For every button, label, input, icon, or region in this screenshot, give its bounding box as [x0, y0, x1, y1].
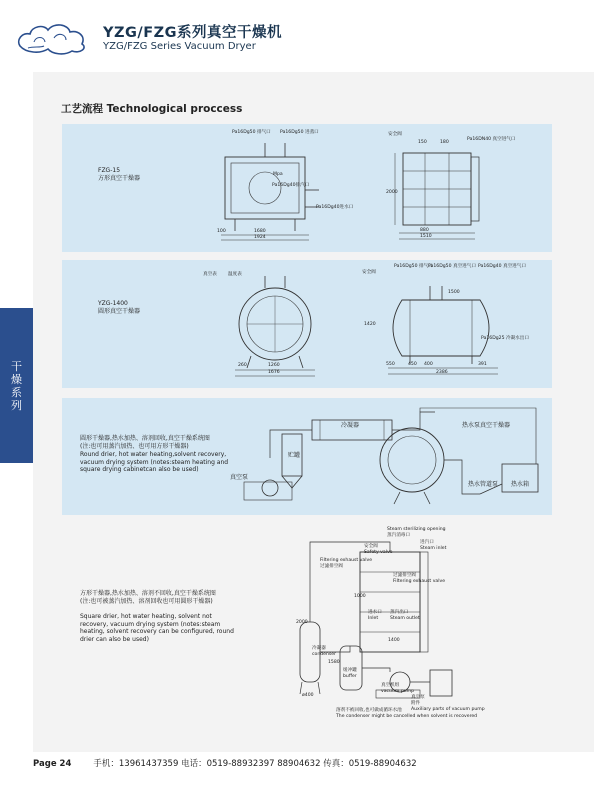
round-system-dryer-label: 热水泵真空干燥器 [462, 422, 511, 429]
round-system-drawing [230, 402, 550, 512]
square-system-dim-1580: 1580 [328, 660, 340, 665]
yzg1400-side-drawing [380, 280, 510, 380]
fzg15-dim-2000: 2000 [386, 190, 398, 195]
square-system-inlet-label: 进水口 Inlet [368, 610, 382, 621]
page-footer [33, 757, 417, 769]
yzg1400-condensate-label: Pa16Dg25 冷凝水出口 [481, 336, 529, 341]
panel3-caption-cn: 圆形干燥器,热水加热、溶剂回收,真空干燥系统图 (注:也可用蒸汽加热、也可用方形干燥器) [80, 435, 210, 450]
square-system-filter-valve-label: Filtering exhaust valve 过滤排空阀 [320, 558, 373, 569]
yzg1400-safety-valve-label: 安全阀 [362, 270, 376, 275]
page-title-en: YZG/FZG Series Vacuum Dryer [103, 41, 256, 52]
yzg1400-vacuum-inlet-label: Pa16Dg50 真空进气口 [428, 264, 476, 269]
square-system-safety-valve-label: 安全阀 Safety valve [364, 544, 393, 555]
round-system-pipe-pump-label: 热水管道泵 [468, 481, 499, 488]
square-system-steam-inlet-label: 进汽口 Steam inlet [420, 540, 447, 551]
fzg15-drain-label: Pa16Dg40排汽口 [272, 183, 310, 188]
side-tab-char: 列 [11, 399, 22, 412]
yzg1400-dim-1676: 1676 [268, 370, 280, 375]
square-system-auxiliary-label: 真空泵 附件 Auxiliary parts of vacuum pump [411, 695, 485, 712]
square-system-condenser-label: 冷凝器 condenser [312, 646, 337, 657]
yzg1400-exhaust-label: Pa16Dg50 排气口 [394, 264, 433, 269]
fzg15-dim-180: 180 [440, 140, 449, 145]
page-title-cn: YZG/FZG系列真空干燥机 [103, 25, 283, 41]
yzg1400-thermometer-label: 温度表 [228, 272, 242, 277]
fzg15-vacuum-inlet-label: Pa16DN40 真空进气口 [467, 137, 516, 142]
round-system-vacuum-pump-label: 真空泵 [230, 474, 249, 481]
yzg1400-dim-260: 260 [238, 363, 247, 368]
fzg15-steam-inlet-label: Pa16Dg50 进蒸口 [280, 130, 319, 135]
fzg15-dim-1680: 1680 [254, 229, 266, 234]
yzg1400-dim-2386: 2386 [436, 370, 448, 375]
page-header [0, 0, 601, 70]
side-tab-char: 燥 [11, 373, 22, 386]
side-tab-label [0, 360, 33, 412]
panel2-caption-model: YZG-1400 [98, 300, 128, 307]
fzg15-gauge-label: Mpa [273, 172, 283, 177]
square-system-filter-valve2-label: 过滤排空阀 Filtering exhaust valve [393, 573, 446, 584]
yzg1400-dim-1260: 1260 [268, 363, 280, 368]
round-system-tank-label: 贮罐 [288, 452, 301, 459]
section-title: 工艺流程 Technological proccess [61, 103, 243, 115]
fzg15-safety-valve-label: 安全阀 [388, 132, 402, 137]
square-system-sterilize-label: Steam sterilizing opening 蒸汽消毒口 [387, 527, 446, 538]
square-system-buffer-label: 缓冲罐 buffer [343, 668, 357, 679]
square-system-dim-o400: ø400 [302, 693, 314, 698]
round-system-condenser-label: 冷凝器 [341, 422, 360, 429]
yzg1400-dim-1420: 1420 [364, 322, 376, 327]
yzg1400-dim-450: 450 [408, 362, 417, 367]
panel3-caption-en: Round drier, hot water heating,solvent recovery, vacuum drying system (notes:steam heating and square drying cabinetcan also be used) [80, 451, 229, 473]
fzg15-water-inlet-label: Pa16Dg40进水口 [316, 205, 354, 210]
cloud-logo-icon [14, 18, 94, 58]
panel1-caption-model: FZG-15 [98, 167, 121, 174]
panel1-caption-name: 方形真空干燥器 [98, 175, 141, 182]
side-tab-char: 干 [11, 360, 22, 373]
yzg1400-vacuum-inlet2-label: Pa16Dg40 真空进气口 [478, 264, 526, 269]
square-system-note-label: 溶剂不被回收,也可做成循环水池 The condenser might be cancelled when solvent is recovered [336, 708, 478, 719]
panel4-caption-en: Square drier, hot water heating, solvent not recovery, vacuum drying system (notes:steam heating, solvent recovery can be configured, round drier can also be used) [80, 613, 234, 643]
fzg15-dim-100: 100 [217, 229, 226, 234]
page-number: Page 24 [33, 759, 72, 769]
side-tab-char: 系 [11, 386, 22, 399]
fzg15-dim-150: 150 [418, 140, 427, 145]
yzg1400-dim-391: 391 [478, 362, 487, 367]
fzg15-side-drawing [385, 135, 495, 245]
panel2-caption-name: 圆形真空干燥器 [98, 308, 141, 315]
side-tab[interactable] [0, 308, 33, 463]
yzg1400-dim-550: 550 [386, 362, 395, 367]
square-system-steam-outlet-label: 蒸汽出口 Steam outlet [390, 610, 420, 621]
yzg1400-dim-400: 400 [424, 362, 433, 367]
fzg15-dim-1510: 1510 [420, 234, 432, 239]
square-system-dim-1400: 1400 [388, 638, 400, 643]
square-system-vacuum-unit-label: 真空机组 vacuum pump [381, 683, 415, 694]
fzg15-dim-1924: 1924 [254, 235, 266, 240]
fzg15-front-drawing [215, 135, 365, 245]
square-system-dim-1000: 1000 [354, 594, 366, 599]
contact-info: 手机：13961437359 电话：0519-88932397 88904632 传真：0519-88904632 [93, 759, 417, 769]
yzg1400-vacuum-gauge-label: 真空表 [203, 272, 217, 277]
square-system-dim-2000: 2000 [296, 620, 308, 625]
panel4-caption-cn: 方形干燥器,热水加热、溶剂不回收,真空干燥系统图 (注:也可被蒸汽加热、溶剂回收也可用圆形干燥器) [80, 590, 216, 605]
yzg1400-dim-1500: 1500 [448, 290, 460, 295]
fzg15-exhaust-label: Pa16Dg50 排气口 [232, 130, 271, 135]
round-system-hot-water-tank-label: 热水箱 [511, 481, 530, 488]
fzg15-dim-880: 880 [420, 228, 429, 233]
